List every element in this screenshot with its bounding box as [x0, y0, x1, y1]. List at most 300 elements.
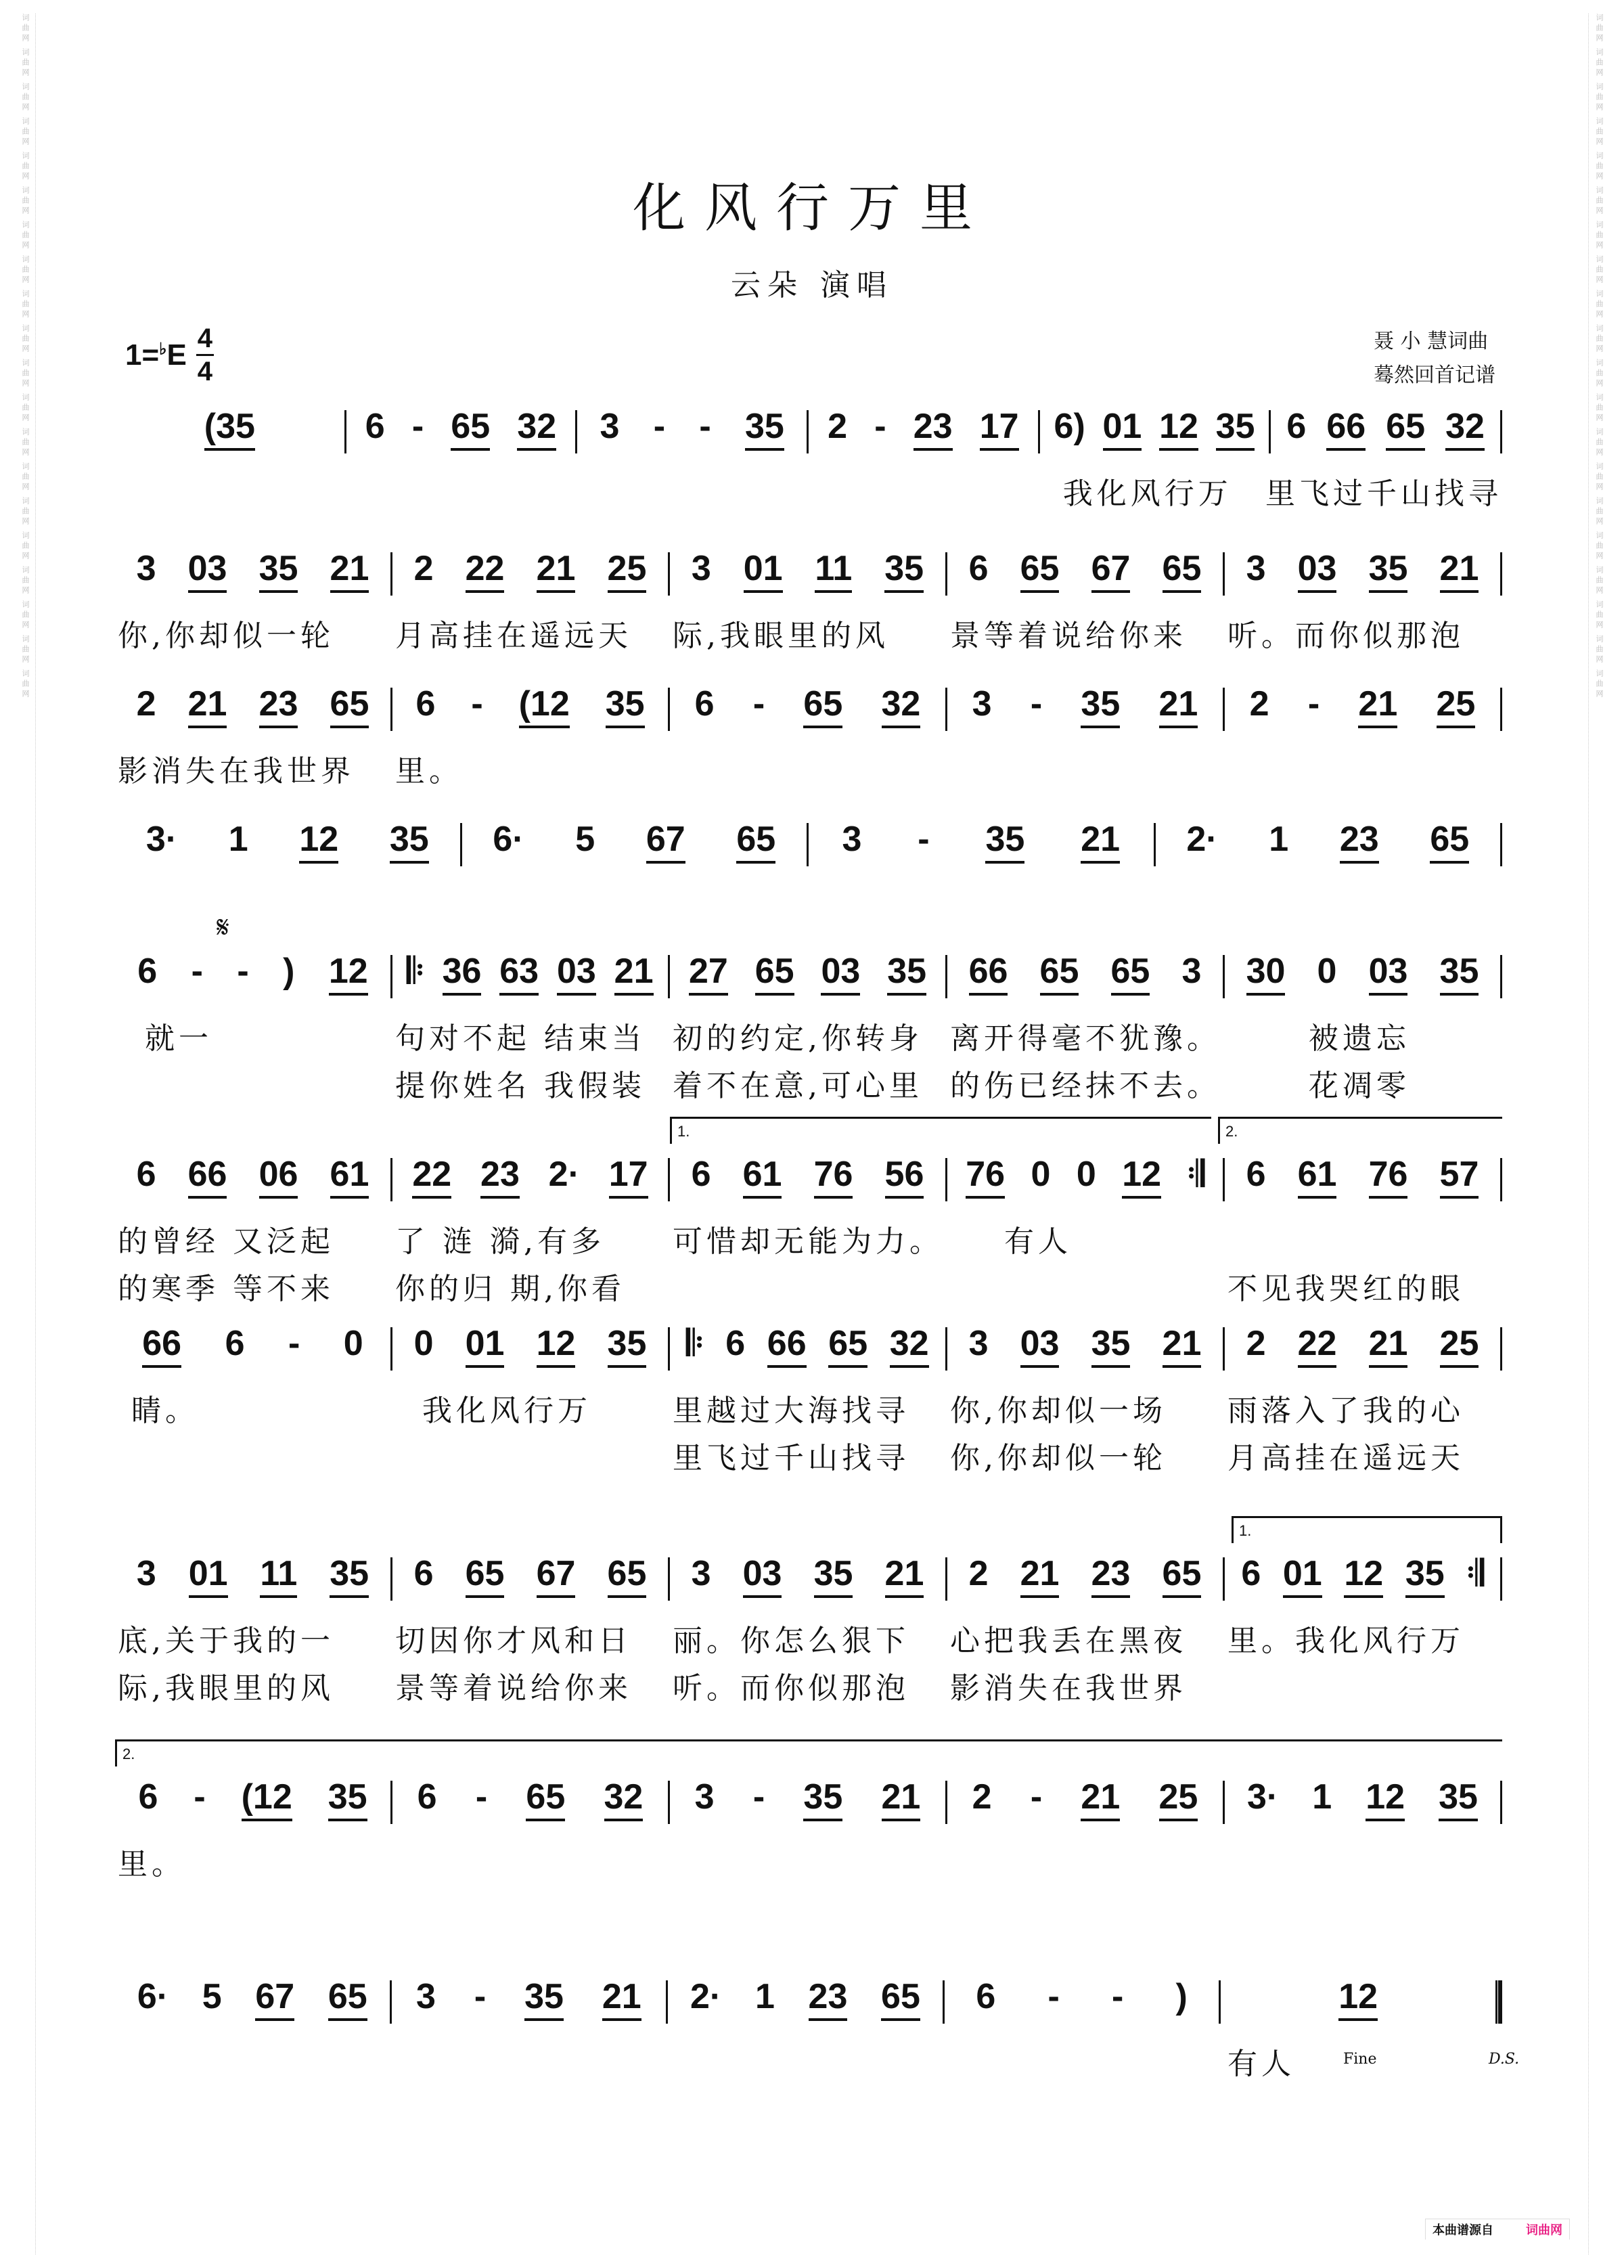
lyric-segment: 了 涟 漪,有多	[395, 1224, 605, 1259]
note-group: 6	[1246, 1155, 1266, 1194]
note-group: 67	[1091, 548, 1131, 593]
note-group: 03	[188, 548, 227, 593]
note-group: 65	[466, 1553, 505, 1598]
note-group: -	[699, 407, 711, 446]
note-group: 65	[1430, 819, 1469, 864]
lyric-segment: 里。	[118, 1847, 185, 1882]
notation-system	[115, 1976, 1520, 2085]
lyric-segment: 有人	[950, 1224, 1072, 1259]
note-group: 6)	[1054, 407, 1085, 446]
note-group: 25	[608, 548, 647, 593]
measure	[1225, 1154, 1500, 1199]
notation-system	[115, 406, 1502, 514]
note-group: 35	[814, 1553, 853, 1598]
measure	[115, 548, 390, 593]
lyric-segment: 你,你却似一场	[950, 1394, 1167, 1428]
lyrics-line	[115, 1215, 1502, 1262]
note-group: -	[194, 1777, 206, 1817]
note-group: 35	[606, 684, 645, 728]
lyric-segment: 我化风行万	[395, 1394, 591, 1428]
note-group: 03	[821, 951, 860, 996]
note-group: 35	[1440, 951, 1479, 996]
note-group: 0	[1317, 952, 1337, 991]
note-group: -	[411, 407, 424, 446]
lyric-segment: 雨落入了我的心	[1227, 1394, 1464, 1428]
note-group: -	[471, 684, 483, 724]
lyricist-composer: 聂 小 慧词曲	[1374, 330, 1489, 353]
note-group: 21	[885, 1553, 924, 1598]
lyric-segment: 有人	[1227, 2047, 1295, 2081]
lyric-segment: 的伤已经抹不去。	[950, 1069, 1221, 1103]
note-group: (35	[204, 406, 255, 451]
note-group: 35	[803, 1777, 842, 1821]
note-group: 6·	[493, 820, 524, 859]
barline	[1500, 410, 1502, 453]
volta-first-ending: 1.	[670, 1117, 1211, 1144]
barline	[1500, 955, 1502, 998]
note-group: 03	[1369, 951, 1408, 996]
lyric-segment: 可惜却无能为力。	[673, 1224, 943, 1259]
note-group: 66	[1326, 406, 1366, 451]
barline	[1500, 1557, 1502, 1601]
segno-sign: 𝄋	[217, 910, 229, 945]
note-group: 21	[1081, 819, 1120, 864]
note-group: 3	[968, 1324, 989, 1363]
source-label: 本曲谱源自	[1433, 2223, 1493, 2238]
measure	[945, 1976, 1219, 2017]
volta-first-ending: 1.	[1232, 1516, 1502, 1543]
lyrics-line	[115, 609, 1502, 657]
note-group: 65	[1020, 548, 1060, 593]
note-group: 6	[413, 1554, 434, 1593]
note-group: 21	[330, 548, 369, 593]
measure	[947, 1154, 1223, 1199]
measure	[115, 1553, 390, 1598]
lyric-segment: 的寒季 等不来	[118, 1272, 334, 1306]
note-group: 35	[1091, 1323, 1131, 1368]
measure	[346, 406, 576, 451]
fine-marking: Fine	[1343, 2051, 1377, 2068]
barline	[1495, 1980, 1502, 2024]
note-group: 32	[882, 684, 921, 728]
volta-second-ending: 2.	[1218, 1117, 1502, 1144]
note-group: 65	[1040, 951, 1079, 996]
lyric-segment: 睛。	[118, 1394, 199, 1428]
lyric-segment: 句对不起 结束当	[395, 1021, 646, 1056]
note-group: 65	[755, 951, 794, 996]
note-group: -	[1047, 1977, 1060, 2016]
notation-system	[115, 684, 1502, 792]
note-group: 23	[259, 684, 298, 728]
note-group: 03	[1298, 548, 1337, 593]
key-signature	[125, 325, 214, 385]
measure	[392, 1553, 668, 1598]
measure	[809, 406, 1038, 451]
note-group: 6	[365, 407, 385, 446]
note-group: -	[191, 952, 203, 991]
note-group: 21	[188, 684, 227, 728]
note-group: 23	[809, 1976, 848, 2021]
note-group: 12	[299, 819, 338, 864]
lyric-segment: 景等着说给你来	[950, 619, 1187, 653]
note-group: 65	[803, 684, 842, 728]
note-group: 36	[443, 951, 482, 996]
note-group: 12	[537, 1323, 576, 1368]
barline	[1500, 1158, 1502, 1201]
lyrics-line	[115, 1838, 1502, 1885]
notation-system	[115, 548, 1502, 657]
note-group: 3	[691, 1554, 711, 1593]
note-group: 65	[881, 1976, 920, 2021]
note-group: 61	[1298, 1154, 1337, 1199]
note-group: 35	[1369, 548, 1408, 593]
measure	[1156, 819, 1501, 864]
note-group: 03	[743, 1553, 782, 1598]
note-group: 23	[1091, 1553, 1131, 1598]
measure	[115, 1976, 390, 2021]
lyric-segment: 你,你却似一轮	[118, 619, 334, 653]
note-group: 5	[202, 1977, 222, 2016]
note-group: 21	[1020, 1553, 1060, 1598]
transcriber: 蓦然回首记谱	[1374, 363, 1495, 387]
note-group: )	[1175, 1977, 1188, 2016]
note-group: 12	[1159, 406, 1198, 451]
song-title: 化风行万里	[632, 178, 991, 239]
lyric-segment: 着不在意,可心里	[673, 1069, 923, 1103]
note-group: 3·	[145, 820, 178, 859]
note-group: 35	[330, 1553, 369, 1598]
notes-row	[115, 684, 1502, 744]
note-group: 21	[1159, 684, 1198, 728]
measure	[392, 1154, 668, 1199]
measure	[1040, 406, 1269, 451]
measure	[1221, 1976, 1495, 2021]
note-group: 6	[417, 1777, 437, 1817]
note-group: 11	[815, 548, 852, 593]
note-group: 21	[1163, 1323, 1202, 1368]
note-group: 57	[1440, 1154, 1479, 1199]
notes-row	[115, 1553, 1502, 1614]
measure	[115, 951, 390, 996]
note-group: 65	[1163, 1553, 1202, 1598]
note-group: 0	[1031, 1155, 1051, 1194]
note-group: 67	[537, 1553, 576, 1598]
note-group: 22	[1298, 1323, 1337, 1368]
note-group: 21	[1369, 1323, 1408, 1368]
lyric-segment: 切因你才风和日	[395, 1624, 632, 1658]
note-group: 12	[1338, 1976, 1378, 2021]
notes-row	[115, 406, 1502, 467]
note-group: 66	[969, 951, 1008, 996]
note-group: 76	[966, 1154, 1005, 1199]
note-group: 65	[1386, 406, 1425, 451]
note-group: 27	[689, 951, 728, 996]
note-group: 35	[985, 819, 1024, 864]
note-group: (12	[242, 1777, 292, 1821]
measure	[670, 684, 945, 728]
note-group: 22	[466, 548, 505, 593]
measure	[1271, 406, 1500, 451]
note-group: 06	[259, 1154, 298, 1199]
note-group: 11	[260, 1553, 297, 1598]
note-group: 21	[614, 951, 654, 996]
volta-second-ending: 2.	[115, 1739, 1502, 1766]
note-group: 2	[968, 1554, 989, 1593]
lyric-segment: 就一	[118, 1021, 212, 1056]
note-group: 3	[972, 684, 992, 724]
note-group: 2·	[690, 1977, 722, 2016]
note-group: 65	[526, 1777, 565, 1821]
note-group: 6·	[137, 1977, 169, 2016]
notes-row	[115, 819, 1502, 880]
note-group: 32	[890, 1323, 929, 1368]
note-group: 35	[608, 1323, 647, 1368]
note-group: 01	[744, 548, 783, 593]
measure	[670, 1553, 945, 1598]
measure	[115, 1777, 390, 1821]
lyric-segment: 初的约定,你转身	[673, 1021, 923, 1056]
measure	[392, 951, 668, 996]
note-group: 𝄆	[407, 952, 424, 991]
lyric-segment: 里。我化风行万	[1227, 1624, 1464, 1658]
note-group: 65	[1111, 951, 1150, 996]
lyrics-line	[115, 1012, 1502, 1059]
note-group: -	[237, 952, 249, 991]
side-watermark-left: 词曲网 词曲网 词曲网 词曲网 词曲网 词曲网 词曲网 词曲网 词曲网 词曲网 词曲网 词曲网 词曲网 词曲网 词曲网 词曲网 词曲网 词曲网 词曲网 词曲网	[15, 14, 36, 2254]
measure	[1225, 1777, 1500, 1821]
note-group: 𝄇	[1187, 1155, 1204, 1194]
measure	[809, 819, 1154, 864]
lyric-segment: 提你姓名 我假装	[395, 1069, 646, 1103]
note-group: 𝄆	[686, 1324, 704, 1363]
measure	[115, 406, 344, 451]
note-group: -	[1030, 1777, 1043, 1817]
lyric-segment: 被遗忘	[1227, 1021, 1410, 1056]
note-group: 3	[691, 549, 711, 588]
note-group: 65	[330, 684, 369, 728]
lyric-segment: 花凋零	[1227, 1069, 1410, 1103]
measure	[577, 406, 807, 451]
note-group: 6	[138, 1777, 158, 1817]
note-group: 56	[885, 1154, 924, 1199]
note-group: 0	[1076, 1155, 1096, 1194]
note-group: -	[653, 407, 666, 446]
barline	[1500, 1327, 1502, 1371]
barline	[1500, 823, 1502, 866]
lyrics-line	[115, 744, 1502, 792]
note-group: 12	[1344, 1553, 1383, 1598]
lyrics-line	[115, 1431, 1502, 1479]
note-group: 35	[887, 951, 926, 996]
note-group: 67	[255, 1976, 294, 2021]
notation-system	[115, 1522, 1502, 1709]
measure	[670, 951, 945, 996]
note-group: 12	[329, 951, 368, 996]
lyric-segment: 里飞过千山找寻	[673, 1441, 909, 1475]
measure	[1225, 1323, 1500, 1368]
note-group: 3	[600, 407, 620, 446]
note-group: 22	[412, 1154, 451, 1199]
note-group: 1	[1269, 820, 1289, 859]
barline	[1500, 552, 1502, 596]
lyrics-line	[115, 1059, 1502, 1107]
note-group: 21	[1440, 548, 1479, 593]
note-group: 6	[725, 1324, 746, 1363]
note-group: 65	[451, 406, 490, 451]
measure	[670, 548, 945, 593]
notation-system	[115, 1323, 1502, 1479]
lyric-segment: 影消失在我世界	[950, 1671, 1187, 1706]
note-group: -	[474, 1977, 487, 2016]
lyric-segment: 丽。你怎么狠下	[673, 1624, 909, 1658]
note-group: 01	[1103, 406, 1142, 451]
note-group: -	[874, 407, 886, 446]
note-group: 35	[1405, 1553, 1445, 1598]
note-group: 35	[1439, 1777, 1478, 1821]
lyric-segment: 的曾经 又泛起	[118, 1224, 334, 1259]
note-group: 25	[1440, 1323, 1479, 1368]
lyric-segment: 月高挂在遥远天	[1227, 1441, 1464, 1475]
note-group: 21	[537, 548, 576, 593]
note-group: 21	[882, 1777, 921, 1821]
measure	[115, 1154, 390, 1199]
note-group: 30	[1246, 951, 1286, 996]
note-group: 6	[136, 1155, 156, 1194]
note-group: )	[283, 952, 295, 991]
note-group: 6	[691, 1155, 711, 1194]
notation-system	[115, 910, 1502, 1107]
lyric-segment: 你,你却似一轮	[950, 1441, 1167, 1475]
note-group: 35	[1216, 406, 1255, 451]
measure	[392, 548, 668, 593]
note-group: 3·	[1247, 1777, 1279, 1817]
note-group: 65	[608, 1553, 647, 1598]
note-group: 66	[142, 1323, 181, 1368]
note-group: 35	[328, 1777, 367, 1821]
note-group: -	[1307, 684, 1320, 724]
measure	[947, 1323, 1223, 1368]
note-group: 6	[976, 1977, 996, 2016]
note-group: 12	[1122, 1154, 1161, 1199]
note-group: 23	[914, 406, 953, 451]
lyric-segment: 里越过大海找寻	[673, 1394, 909, 1428]
note-group: 3	[1181, 952, 1202, 991]
note-group: -	[752, 1777, 765, 1817]
note-group: 6	[1286, 407, 1307, 446]
note-group: 6	[968, 549, 989, 588]
measure	[462, 819, 807, 864]
lyric-segment: 底,关于我的一	[118, 1624, 334, 1658]
lyric-segment: 你的归 期,你看	[395, 1272, 625, 1306]
measure	[392, 1777, 668, 1821]
note-group: 1	[754, 1977, 775, 2016]
notes-row	[115, 1777, 1502, 1838]
note-group: 2	[972, 1777, 992, 1817]
measure	[1225, 951, 1500, 996]
note-group: 01	[466, 1323, 505, 1368]
note-group: 03	[557, 951, 596, 996]
lyric-segment: 我化风行万	[1035, 476, 1232, 511]
notation-system	[115, 819, 1502, 880]
note-group: 6	[137, 952, 158, 991]
note-group: 17	[609, 1154, 648, 1199]
measure	[668, 1976, 943, 2021]
lyric-segment: 心把我丢在黑夜	[950, 1624, 1187, 1658]
notes-row	[115, 951, 1502, 1012]
note-group: 32	[517, 406, 556, 451]
measure	[115, 684, 390, 728]
note-group: (12	[519, 684, 570, 728]
note-group: 6	[225, 1324, 245, 1363]
note-group: -	[918, 820, 930, 859]
note-group: 66	[188, 1154, 227, 1199]
measure	[392, 1323, 668, 1368]
note-group: 76	[814, 1154, 853, 1199]
measure	[1225, 548, 1500, 593]
lyric-segment: 听。而你似那泡	[673, 1671, 909, 1706]
note-group: -	[1111, 1977, 1124, 2016]
measure	[1225, 1553, 1500, 1598]
note-group: 3	[136, 549, 156, 588]
note-group: 12	[1366, 1777, 1405, 1821]
lyrics-line	[115, 1662, 1502, 1709]
note-group: 21	[1358, 684, 1397, 728]
note-group: 25	[1159, 1777, 1198, 1821]
lyric-segment: 里飞过千山找寻	[1265, 476, 1503, 511]
note-group: 65	[1163, 548, 1202, 593]
note-group: 2	[1246, 1324, 1266, 1363]
note-group: 23	[480, 1154, 520, 1199]
note-group: 35	[524, 1976, 564, 2021]
note-group: 6	[415, 684, 436, 724]
note-group: 6	[694, 684, 715, 724]
measure	[670, 1154, 945, 1199]
measure	[947, 548, 1223, 593]
note-group: 25	[1437, 684, 1476, 728]
measure	[1225, 684, 1500, 728]
note-group: 35	[259, 548, 298, 593]
measure	[115, 819, 460, 864]
note-group: 5	[575, 820, 595, 859]
note-group: 61	[330, 1154, 369, 1199]
time-signature: 4 4	[197, 324, 212, 386]
lyric-segment: 景等着说给你来	[395, 1671, 632, 1706]
note-group: 2	[413, 549, 434, 588]
lyric-segment: 际,我眼里的风	[118, 1671, 334, 1706]
note-group: 17	[980, 406, 1019, 451]
barline	[1500, 688, 1502, 731]
measure	[947, 1777, 1223, 1821]
note-group: 1	[228, 820, 248, 859]
lyric-segment: 不见我哭红的眼	[1227, 1272, 1464, 1306]
note-group: 0	[343, 1324, 363, 1363]
ds-marking: D.S.	[1489, 2051, 1520, 2068]
note-group: 2	[1249, 684, 1269, 724]
source-brand: 词曲网	[1526, 2223, 1562, 2238]
note-group: 𝄇	[1466, 1554, 1484, 1593]
measure	[947, 951, 1223, 996]
note-group: 65	[328, 1976, 367, 2021]
side-watermark-right: 词曲网 词曲网 词曲网 词曲网 词曲网 词曲网 词曲网 词曲网 词曲网 词曲网 词曲网 词曲网 词曲网 词曲网 词曲网 词曲网 词曲网 词曲网 词曲网 词曲网	[1588, 14, 1609, 2254]
note-group: 3	[1246, 549, 1266, 588]
measure	[670, 1323, 945, 1368]
lyrics-line	[115, 1262, 1502, 1310]
notes-row	[115, 1976, 1502, 2037]
note-group: -	[288, 1324, 300, 1363]
lyric-segment: 听。而你似那泡	[1227, 619, 1464, 653]
note-group: 2·	[1186, 820, 1218, 859]
note-group: -	[1030, 684, 1043, 724]
